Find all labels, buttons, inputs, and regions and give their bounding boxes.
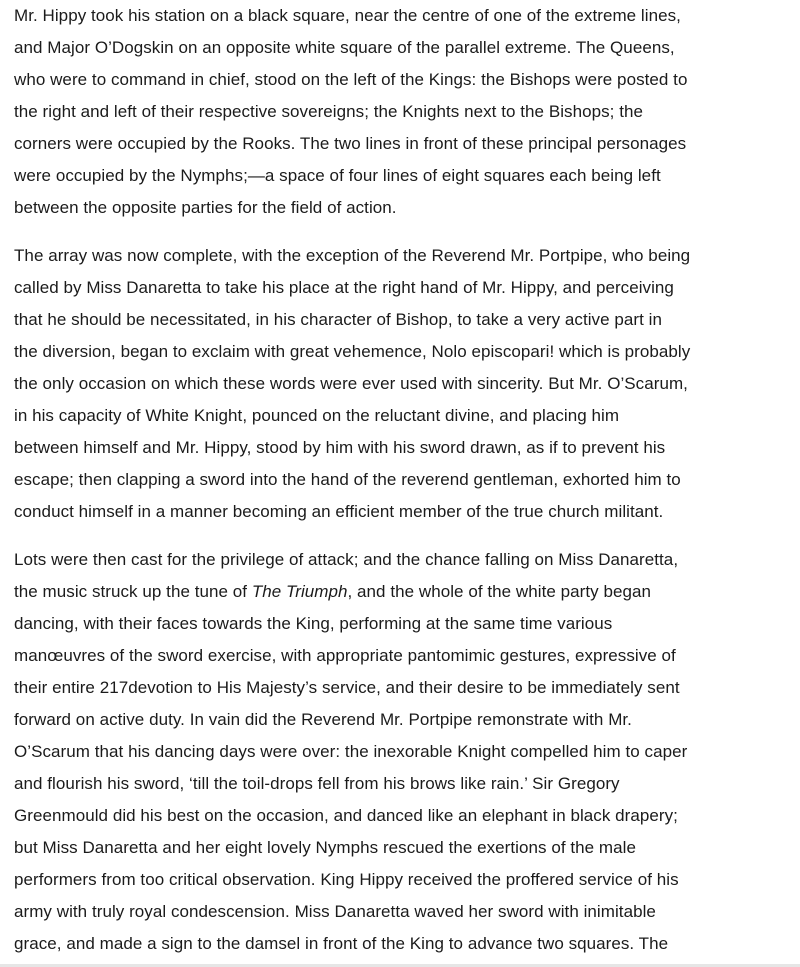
text-line: O’Scarum that his dancing days were over: the inexorable Knight compelled him to caper [14, 742, 688, 761]
text-line: Mr. Hippy took his station on a black square, near the centre of one of the extreme lines, [14, 6, 681, 25]
text-run: , and the whole of the white party began [347, 582, 651, 601]
text-line: performers from too critical observation. King Hippy received the proffered service of his [14, 870, 679, 889]
paragraph-1 [14, 0, 800, 224]
text-line: and Major O’Dogskin on an opposite white square of the parallel extreme. The Queens, [14, 38, 675, 57]
text-line: grace, and made a sign to the damsel in front of the King to advance two squares. The [14, 934, 669, 953]
text-line: between himself and Mr. Hippy, stood by him with his sword drawn, as if to prevent his [14, 438, 666, 457]
text-line: that he should be necessitated, in his character of Bishop, to take a very active part in [14, 310, 662, 329]
text-line: the right and left of their respective sovereigns; the Knights next to the Bishops; the [14, 102, 643, 121]
text-line: were occupied by the Nymphs;—a space of four lines of eight squares each being left [14, 166, 661, 185]
text-line: between the opposite parties for the field of action. [14, 198, 397, 217]
text-line: manœuvres of the sword exercise, with appropriate pantomimic gestures, expressive of [14, 646, 676, 665]
text-line: the diversion, began to exclaim with great vehemence, Nolo episcopari! which is probably [14, 342, 691, 361]
text-line: and flourish his sword, ‘till the toil-drops fell from his brows like rain.’ Sir Gregory [14, 774, 620, 793]
text-line: The array was now complete, with the exception of the Reverend Mr. Portpipe, who being [14, 246, 691, 265]
text-line: corners were occupied by the Rooks. The two lines in front of these principal personages [14, 134, 687, 153]
text-line: escape; then clapping a sword into the hand of the reverend gentleman, exhorted him to [14, 470, 681, 489]
text-line: in his capacity of White Knight, pounced on the reluctant divine, and placing him [14, 406, 620, 425]
paragraph-2 [14, 240, 800, 528]
text-line: Greenmould did his best on the occasion, and danced like an elephant in black drapery; [14, 806, 678, 825]
paragraph-3 [14, 544, 800, 960]
text-line: but Miss Danaretta and her eight lovely Nymphs rescued the exertions of the male [14, 838, 636, 857]
page-text [14, 0, 800, 960]
text-line: dancing, with their faces towards the King, performing at the same time various [14, 614, 613, 633]
text-run: the music struck up the tune of [14, 582, 252, 601]
text-line: Lots were then cast for the privilege of attack; and the chance falling on Miss Danaretta, [14, 550, 679, 569]
text-line: conduct himself in a manner becoming an efficient member of the true church militant. [14, 502, 664, 521]
text-line [14, 576, 800, 608]
text-line: who were to command in chief, stood on the left of the Kings: the Bishops were posted to [14, 70, 688, 89]
text-line: their entire 217devotion to His Majesty’s service, and their desire to be immediately sent [14, 678, 680, 697]
italic-title: The Triumph [251, 582, 348, 601]
text-line: forward on active duty. In vain did the Reverend Mr. Portpipe remonstrate with Mr. [14, 710, 632, 729]
text-line: called by Miss Danaretta to take his place at the right hand of Mr. Hippy, and perceiving [14, 278, 674, 297]
text-line: the only occasion on which these words were ever used with sincerity. But Mr. O’Scarum, [14, 374, 688, 393]
text-line: army with truly royal condescension. Miss Danaretta waved her sword with inimitable [14, 902, 656, 921]
